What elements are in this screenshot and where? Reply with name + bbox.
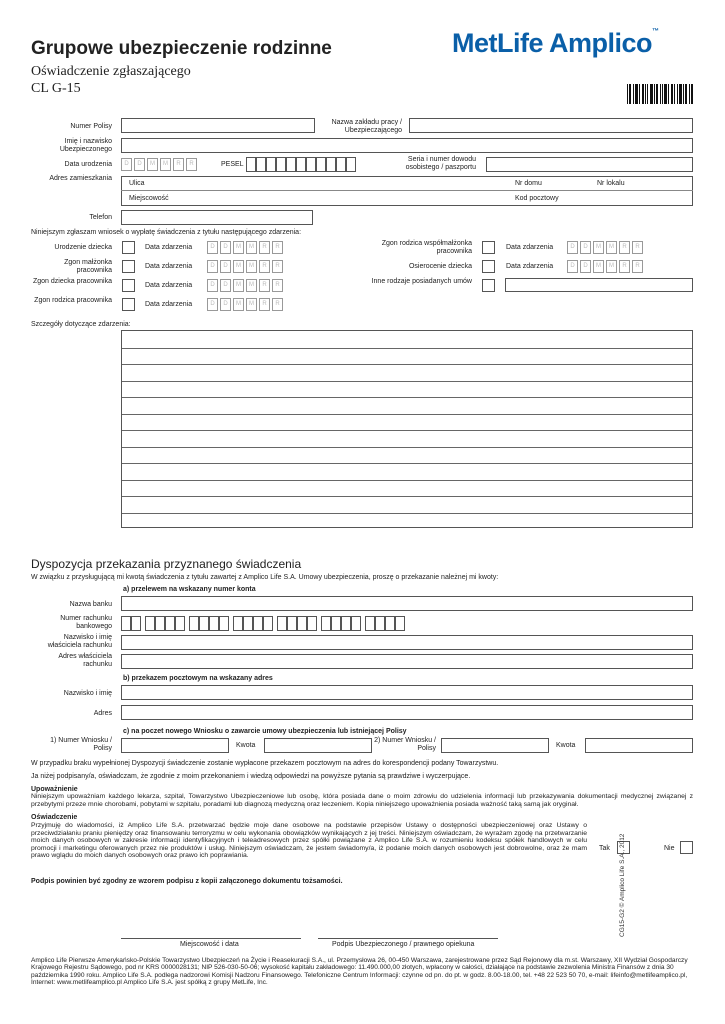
details-line — [122, 430, 692, 431]
date-digit-box[interactable]: R — [186, 158, 197, 171]
account-digit-box[interactable] — [307, 616, 317, 631]
statement-text: Przyjmuję do wiadomości, iż Amplico Life S.A. przetwarzać będzie moje dane osobowe na podstawie przepisów Ustawy o dostępności ubezpieczeniowej oraz Ustawy o przeciwdziałaniu praniu pieniędzy oraz finansowaniu terroryzmu w celu wykonania obowiązków wynikających z jej treści. Niniejszym oświadczam, że wyrażam zgodę na przetwarzanie moich danych osobowych w zakresie informacji identyfikacyjnych i teleadresowych przez spółki powiązane z Amplico Life S.A. w rozumieniu kodeksu spółek handlowych w celu promocji i marketingu oferowanych przez nie produktów i usług. Niniejszym oświadczam, że jestem świadomy/a, iż podanie moich danych osobowych jest dobrowolne, oraz że mam prawo wglądu do moich danych osobowych oraz prawo ich poprawiania. — [31, 822, 587, 860]
insured-name-field[interactable] — [121, 138, 693, 153]
id-doc-label: Seria i numer dowodu osobistego / paszportu — [405, 156, 476, 171]
date-digit-box[interactable]: D — [134, 158, 145, 171]
date-digit-box[interactable]: M — [606, 241, 617, 254]
account-digit-box[interactable] — [385, 616, 395, 631]
date-digit-box[interactable]: R — [272, 279, 283, 292]
pesel-digit-box[interactable] — [326, 157, 336, 172]
date-digit-box[interactable]: R — [272, 298, 283, 311]
details-line — [122, 381, 692, 382]
flat-no-label: Nr lokalu — [597, 180, 625, 187]
pesel-digit-box[interactable] — [286, 157, 296, 172]
option-c-title: c) na poczet nowego Wniosku o zawarcie umowy ubezpieczenia lub istniejącej Polisy — [123, 728, 407, 735]
account-digit-box[interactable] — [189, 616, 199, 631]
statement-title: Oświadczenie — [31, 814, 78, 821]
account-digit-box[interactable] — [331, 616, 341, 631]
side-code: CG15-G2 © Amplico Life S.A., 2012 — [619, 833, 626, 937]
house-no-label: Nr domu — [515, 180, 542, 187]
disposition-intro: W związku z przysługującą mi kwotą świadczenia z tytułu zawartej z Amplico Life S.A. Umowy ubezpieczenia, proszę o przekazanie należnej mi kwoty: — [31, 574, 499, 581]
pesel-digit-box[interactable] — [306, 157, 316, 172]
page-title: Grupowe ubezpieczenie rodzinne — [31, 38, 332, 59]
date-digit-box[interactable]: M — [246, 279, 257, 292]
account-digit-box[interactable] — [297, 616, 307, 631]
date-digit-box[interactable]: D — [220, 241, 231, 254]
claim-details-box[interactable] — [121, 330, 693, 528]
bank-field[interactable] — [121, 596, 693, 611]
employer-label: Nazwa zakładu pracy / Ubezpieczającego — [331, 119, 402, 134]
pesel-digit-box[interactable] — [316, 157, 326, 172]
date-digit-box[interactable]: M — [593, 241, 604, 254]
date-digit-box[interactable]: R — [619, 241, 630, 254]
date-digit-box[interactable]: D — [207, 298, 218, 311]
signature-label: Podpis Ubezpieczonego / prawnego opiekuna — [332, 941, 475, 948]
authorization-text: Niniejszym upoważniam każdego lekarza, szpital, Towarzystwo Ubezpieczeniowe lub osobę, która posiada dane o moim zdrowiu do udzielenia informacji lub przekazywania dokumentacji medycznej związanej z przebytymi przeze mnie chorobami, pobytami w szpitalu, poradami lub diagnozą medyczną oraz leczeniem. Kopia niniejszego upoważnienia posiada ważność taką samą jak oryginał. — [31, 793, 693, 808]
date-digit-box[interactable]: D — [220, 298, 231, 311]
place-date-line[interactable] — [121, 938, 301, 939]
pesel-digit-box[interactable] — [246, 157, 256, 172]
signature-line[interactable] — [318, 938, 498, 939]
disposition-note: W przypadku braku wypełnionej Dyspozycji świadczenie zostanie wypłacone przekazem pocztowym na adres do korespondencji podany Towarzystwu. — [31, 760, 499, 767]
account-digit-box[interactable] — [243, 616, 253, 631]
details-line — [122, 480, 692, 481]
date-digit-box[interactable]: D — [207, 279, 218, 292]
event-parent-date-label: Data zdarzenia — [145, 301, 193, 308]
pesel-digit-box[interactable] — [296, 157, 306, 172]
account-digit-box[interactable] — [131, 616, 141, 631]
date-digit-box[interactable]: D — [580, 241, 591, 254]
date-digit-box[interactable]: R — [259, 241, 270, 254]
date-digit-box[interactable]: D — [121, 158, 132, 171]
owner-address-label: Adres właściciela rachunku — [58, 653, 112, 668]
date-digit-box[interactable]: D — [567, 260, 578, 273]
policy1-label: 1) Numer Wniosku / Polisy — [50, 737, 112, 752]
claim-details-label: Szczegóły dotyczące zdarzenia: — [31, 321, 131, 328]
details-line — [122, 447, 692, 448]
account-label: Numer rachunku bankowego — [60, 615, 112, 630]
date-digit-box[interactable]: D — [220, 260, 231, 273]
date-digit-box[interactable]: D — [567, 241, 578, 254]
consent-yes-label: Tak — [599, 845, 610, 852]
date-digit-box[interactable]: M — [233, 279, 244, 292]
account-digit-box[interactable] — [155, 616, 165, 631]
consent-no-checkbox[interactable] — [680, 841, 693, 854]
birth-date-field[interactable] — [121, 158, 205, 171]
recipient-address-field[interactable] — [121, 705, 693, 720]
event-orphan-date-label: Data zdarzenia — [506, 263, 554, 270]
logo — [452, 28, 659, 59]
date-digit-box[interactable]: M — [606, 260, 617, 273]
amount2-label: Kwota — [556, 742, 576, 749]
pesel-digit-box[interactable] — [266, 157, 276, 172]
address-divider — [121, 190, 693, 191]
street-label: Ulica — [129, 180, 145, 187]
logo-trademark: ™ — [652, 28, 659, 35]
place-date-label: Miejscowość i data — [180, 941, 239, 948]
account-field[interactable] — [121, 616, 661, 631]
event-child-checkbox[interactable] — [122, 279, 135, 292]
account-digit-box[interactable] — [209, 616, 219, 631]
event-spouse-checkbox[interactable] — [122, 260, 135, 273]
date-digit-box[interactable]: M — [233, 241, 244, 254]
date-digit-box[interactable]: D — [207, 260, 218, 273]
policy-no-label: Numer Polisy — [70, 123, 112, 130]
postal-label: Kod pocztowy — [515, 195, 559, 202]
date-digit-box[interactable]: M — [593, 260, 604, 273]
details-line — [122, 463, 692, 464]
event-parent-in-law-date-label: Data zdarzenia — [506, 244, 554, 251]
event-parent-checkbox[interactable] — [122, 298, 135, 311]
date-digit-box[interactable]: M — [246, 298, 257, 311]
date-digit-box[interactable]: R — [173, 158, 184, 171]
event-birth-date-label: Data zdarzenia — [145, 244, 193, 251]
consent-no-label: Nie — [664, 845, 675, 852]
pesel-field[interactable] — [246, 157, 356, 172]
date-digit-box[interactable]: R — [272, 241, 283, 254]
account-digit-box[interactable] — [145, 616, 155, 631]
event-other-field[interactable] — [505, 278, 693, 292]
event-orphan-label: Osierocenie dziecka — [408, 263, 472, 270]
pesel-digit-box[interactable] — [346, 157, 356, 172]
date-digit-box[interactable]: M — [246, 241, 257, 254]
phone-label: Telefon — [89, 214, 112, 221]
date-digit-box[interactable]: M — [246, 260, 257, 273]
owner-address-field[interactable] — [121, 654, 693, 669]
account-digit-box[interactable] — [199, 616, 209, 631]
date-digit-box[interactable]: R — [272, 260, 283, 273]
recipient-address-label: Adres — [93, 710, 112, 717]
date-digit-box[interactable]: R — [632, 241, 643, 254]
account-digit-box[interactable] — [277, 616, 287, 631]
event-child-date-label: Data zdarzenia — [145, 282, 193, 289]
signature-note: Podpis powinien być zgodny ze wzorem podpisu z kopii załączonego dokumentu tożsamości. — [31, 878, 343, 885]
owner-name-label: Nazwisko i imię właściciela rachunku — [47, 634, 112, 649]
phone-field[interactable] — [121, 210, 313, 225]
date-digit-box[interactable]: M — [147, 158, 158, 171]
date-digit-box[interactable]: R — [259, 260, 270, 273]
date-digit-box[interactable]: R — [632, 260, 643, 273]
details-line — [122, 414, 692, 415]
date-digit-box[interactable]: D — [580, 260, 591, 273]
date-digit-box[interactable]: R — [259, 298, 270, 311]
account-digit-box[interactable] — [321, 616, 331, 631]
account-digit-box[interactable] — [365, 616, 375, 631]
city-label: Miejscowość — [129, 195, 169, 202]
date-digit-box[interactable]: R — [259, 279, 270, 292]
policy2-label: 2) Numer Wniosku / Polisy — [374, 737, 436, 752]
date-digit-box[interactable]: M — [233, 260, 244, 273]
recipient-name-field[interactable] — [121, 685, 693, 700]
event-parent-in-law-label: Zgon rodzica współmałżonka pracownika — [381, 240, 472, 255]
policy-no-field[interactable] — [121, 118, 315, 133]
option-a-title: a) przelewem na wskazany numer konta — [123, 586, 256, 593]
account-digit-box[interactable] — [219, 616, 229, 631]
account-digit-box[interactable] — [287, 616, 297, 631]
policy1-field[interactable] — [121, 738, 229, 753]
barcode — [627, 84, 693, 104]
event-orphan-checkbox[interactable] — [482, 260, 495, 273]
amount1-label: Kwota — [236, 742, 256, 749]
date-digit-box[interactable]: D — [220, 279, 231, 292]
account-digit-box[interactable] — [121, 616, 131, 631]
policy2-field[interactable] — [441, 738, 549, 753]
date-digit-box[interactable]: M — [233, 298, 244, 311]
account-digit-box[interactable] — [165, 616, 175, 631]
event-parent-in-law-checkbox[interactable] — [482, 241, 495, 254]
date-digit-box[interactable]: D — [207, 241, 218, 254]
owner-name-field[interactable] — [121, 635, 693, 650]
claim-intro: Niniejszym zgłaszam wniosek o wypłatę świadczenia z tytułu następującego zdarzenia: — [31, 229, 302, 236]
event-other-checkbox[interactable] — [482, 279, 495, 292]
footer-text: Amplico Life Pierwsze Amerykańsko-Polskie Towarzystwo Ubezpieczeń na Życie i Reasekuracji S.A., ul. Przemysłowa 26, 00-450 Warszawa, zarejestrowane przez Sąd Rejonowy dla m.st. Warszawy, XII Wydział Gospodarczy Krajowego Rejestru Sądowego, pod nr KRS 0000028131; NIP 526-030-50-06; wysokość kapitału zakładowego: 11.490.000,00 złotych, wpłacony w całości, działające na podstawie zezwolenia Ministra Finansów z dnia 30 października 1990 roku. Amplico Life S.A. podlega nadzorowi Komisji Nadzoru Finansowego. Telefoniczne Centrum Informacji: czynne od pn. do pt. w godz. 8.00-18.00, tel. +48 22 523 50 70, e-mail: lifeinfo@metlifeamplico.pl, Internet: www.metlifeamplico.pl Amplico Life S.A. jest spółką z grupy MetLife, Inc. — [31, 957, 688, 987]
amount2-field[interactable] — [585, 738, 693, 753]
account-digit-box[interactable] — [263, 616, 273, 631]
details-line — [122, 513, 692, 514]
pesel-label: PESEL — [221, 161, 244, 168]
logo-text: MetLife Amplico — [452, 28, 653, 58]
account-digit-box[interactable] — [395, 616, 405, 631]
account-digit-box[interactable] — [175, 616, 185, 631]
event-parent-label: Zgon rodzica pracownika — [34, 297, 112, 304]
pesel-digit-box[interactable] — [276, 157, 286, 172]
page-subtitle: Oświadczenie zgłaszającego — [31, 64, 191, 79]
date-digit-box[interactable]: M — [160, 158, 171, 171]
recipient-name-label: Nazwisko i imię — [63, 690, 112, 697]
authorization-title: Upoważnienie — [31, 786, 78, 793]
pesel-digit-box[interactable] — [336, 157, 346, 172]
account-digit-box[interactable] — [253, 616, 263, 631]
event-birth-label: Urodzenie dziecka — [54, 244, 112, 251]
event-child-label: Zgon dziecka pracownika — [33, 278, 112, 285]
details-line — [122, 364, 692, 365]
form-code: CL G-15 — [31, 81, 81, 96]
pesel-digit-box[interactable] — [256, 157, 266, 172]
insured-name-label: Imię i nazwisko Ubezpieczonego — [59, 138, 112, 153]
event-spouse-label: Zgon małżonka pracownika — [64, 259, 112, 274]
birth-date-label: Data urodzenia — [64, 161, 112, 168]
details-line — [122, 397, 692, 398]
account-digit-box[interactable] — [233, 616, 243, 631]
details-line — [122, 496, 692, 497]
option-b-title: b) przekazem pocztowym na wskazany adres — [123, 675, 273, 682]
id-doc-field[interactable] — [486, 157, 693, 172]
amount1-field[interactable] — [264, 738, 372, 753]
date-digit-box[interactable]: R — [619, 260, 630, 273]
account-digit-box[interactable] — [341, 616, 351, 631]
account-digit-box[interactable] — [351, 616, 361, 631]
event-spouse-date-label: Data zdarzenia — [145, 263, 193, 270]
disposition-title: Dyspozycja przekazania przyznanego świadczenia — [31, 557, 302, 571]
address-label: Adres zamieszkania — [49, 175, 112, 182]
account-digit-box[interactable] — [375, 616, 385, 631]
details-line — [122, 348, 692, 349]
declaration-text: Ja niżej podpisany/a, oświadczam, że zgodnie z moim przekonaniem i wiedzą odpowiedzi na powyższe pytania są prawdziwe i wyczerpujące. — [31, 773, 471, 780]
bank-label: Nazwa banku — [69, 601, 112, 608]
employer-field[interactable] — [409, 118, 693, 133]
event-birth-checkbox[interactable] — [122, 241, 135, 254]
event-other-label: Inne rodzaje posiadanych umów — [371, 278, 472, 285]
